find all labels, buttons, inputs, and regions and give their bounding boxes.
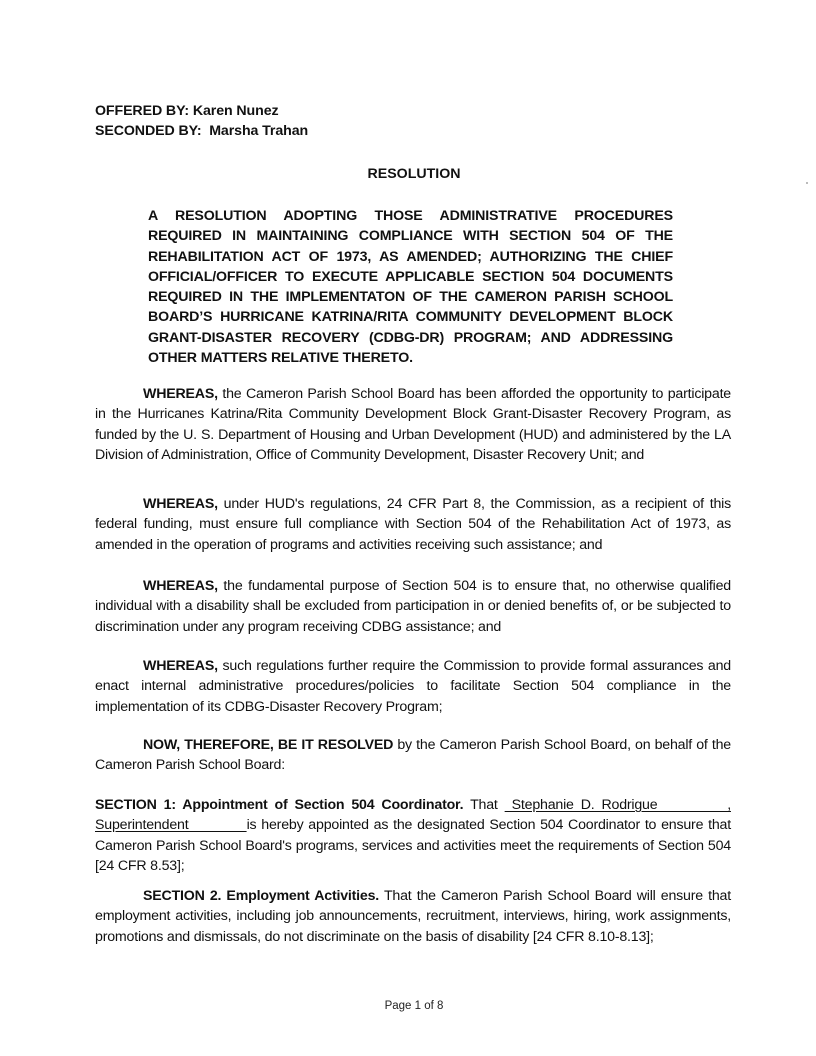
scan-artifact <box>806 182 808 184</box>
resolved-paragraph <box>95 735 731 776</box>
whereas-text: the Cameron Parish School Board has been afforded the opportunity to participate in the Hurricanes Katrina/Rita Community Development Block Grant-Disaster Recovery Program, as funded by the U. S. Department of Housing and Urban Development (HUD) and administered by the LA Division of Administration, Office of Community Development, Disaster Recovery Unit; and <box>95 386 731 463</box>
seconded-by-line <box>95 123 308 139</box>
coordinator-name-field: Stephanie D. Rodrigue , <box>504 797 731 813</box>
section-1-heading: SECTION 1: Appointment of Section 504 Coordinator. <box>95 797 464 813</box>
section-2-text: That the Cameron Parish School Board will ensure that employment activities, including job announcements, recruitment, interviews, hiring, work assignments, promotions and dismissals, do not discriminate on the basis of disability [24 CFR 8.10-8.13]; <box>95 888 731 945</box>
document-title: RESOLUTION <box>367 166 461 182</box>
seconded-by-label: SECONDED BY: <box>95 123 202 139</box>
page-number: Page 1 of 8 <box>384 1000 444 1012</box>
whereas-paragraph-4 <box>95 656 731 717</box>
seconded-by-name: Marsha Trahan <box>209 123 309 139</box>
resolution-caption: A RESOLUTION ADOPTING THOSE ADMINISTRATIVE PROCEDURES REQUIRED IN MAINTAINING COMPLIANCE WITH SECTION 504 OF THE REHABILITATION ACT OF 1973, AS AMENDED; AUTHORIZING THE CHIEF OFFICIAL/OFFICER TO EXECUTE APPLICABLE SECTION 504 DOCUMENTS REQUIRED IN THE IMPLEMENTATON OF THE CAMERON PARISH SCHOOL BOARD’S HURRICANE KATRINA/RITA COMMUNITY DEVELOPMENT BLOCK GRANT-DISASTER RECOVERY (CDBG-DR) PROGRAM; AND ADDRESSING OTHER MATTERS RELATIVE THERETO. <box>148 208 673 367</box>
offered-by-line <box>95 103 278 119</box>
whereas-text: the fundamental purpose of Section 504 is to ensure that, no otherwise qualified individual with a disability shall be excluded from participation in or denied benefits of, or be subjected to discrimination under any program receiving CDBG assistance; and <box>95 578 731 635</box>
offered-by-name: Karen Nunez <box>192 103 279 119</box>
section-1-text-b: is hereby appointed as the designated Section 504 Coordinator to ensure that Cameron Parish School Board's programs, services and activities meet the requirements of Section 504 [24 CFR 8.53]; <box>95 817 731 874</box>
whereas-paragraph-1 <box>95 384 731 465</box>
offered-by-label: OFFERED BY: <box>95 103 190 119</box>
section-1-paragraph <box>95 795 731 876</box>
whereas-paragraph-2 <box>95 494 731 555</box>
resolved-lead: NOW, THEREFORE, BE IT RESOLVED <box>143 737 394 753</box>
whereas-text: such regulations further require the Commission to provide formal assurances and enact internal administrative procedures/policies to facilitate Section 504 compliance in the implementation of its CDBG-Disaster Recovery Program; <box>95 658 731 715</box>
whereas-paragraph-3 <box>95 576 731 637</box>
whereas-lead: WHEREAS, <box>143 496 218 512</box>
coordinator-title-field: Superintendent <box>95 817 247 834</box>
resolved-text: by the Cameron Parish School Board, on behalf of the Cameron Parish School Board: <box>95 737 731 774</box>
whereas-lead: WHEREAS, <box>143 386 218 402</box>
whereas-lead: WHEREAS, <box>143 658 218 674</box>
whereas-lead: WHEREAS, <box>143 578 218 594</box>
section-2-paragraph <box>95 886 731 947</box>
whereas-text: under HUD's regulations, 24 CFR Part 8, the Commission, as a recipient of this federal funding, must ensure full compliance with Section 504 of the Rehabilitation Act of 1973, as amended in the operation of programs and activities receiving such assistance; and <box>95 496 731 553</box>
section-1-text-a: That <box>463 797 505 813</box>
section-2-heading: SECTION 2. Employment Activities. <box>143 888 380 904</box>
